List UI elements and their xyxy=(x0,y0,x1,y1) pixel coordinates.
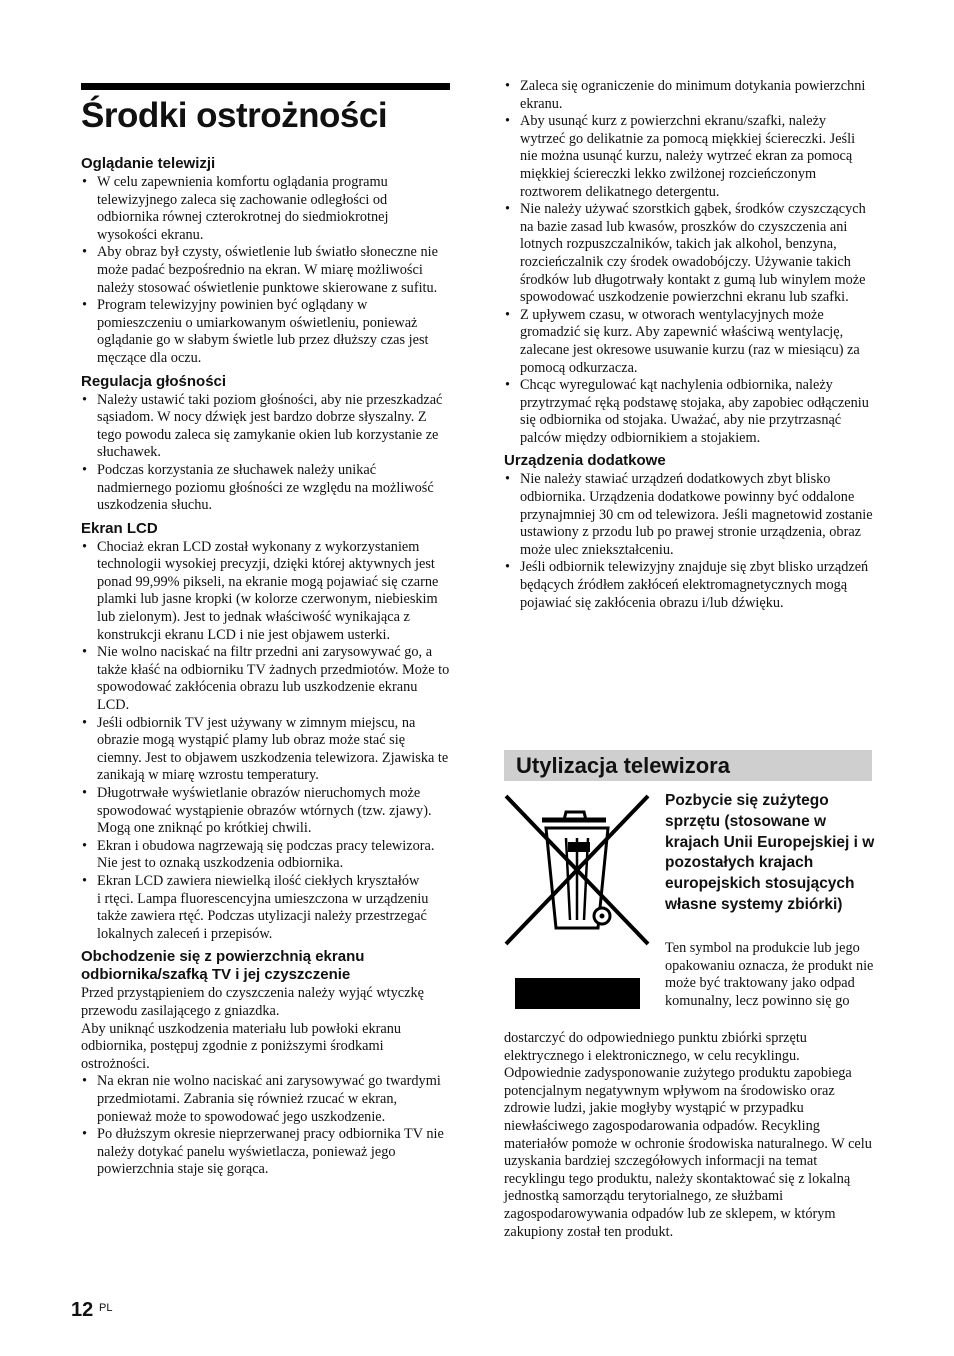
section-volume xyxy=(81,373,451,515)
bullet-list xyxy=(504,78,874,447)
left-column xyxy=(81,155,451,1179)
section-heading: Regulacja głośności xyxy=(81,372,227,390)
list-item: • W celu zapewnienia komfortu oglądania programu telewizyjnego zaleca się zachowanie odległości od odbiornika równej czterokrotnej do siedmiokrotnej wysokości ekranu. xyxy=(81,174,451,244)
section-title: Utylizacja telewizora xyxy=(516,753,730,778)
disposal-intro: Ten symbol na produkcie lub jego opakowaniu oznacza, że produkt nie może być traktowany jako odpad komunalny, lecz powinno się go xyxy=(665,940,874,1009)
symbol-bar xyxy=(515,978,640,1009)
section-cleaning xyxy=(81,948,451,1179)
list-item: • Długotrwałe wyświetlanie obrazów nieruchomych może spowodować wystąpienie obrazów wtórnych (tzw. zjawy). Mogą one zniknąć po krótkiej chwili. xyxy=(81,785,451,838)
section-accessories xyxy=(504,452,874,612)
list-item: • Nie należy stawiać urządzeń dodatkowych zbyt blisko odbiornika. Urządzenia dodatkowe powinny być oddalone przynajmniej 30 cm od telewizora. Jeśli magnetowid zostanie ustawiony z przodu lub po prawej stronie urządzenia, obraz może ulec zniekształceniu. xyxy=(504,471,874,559)
bullet-list xyxy=(81,392,451,515)
right-column xyxy=(504,78,874,612)
section-title-band xyxy=(504,750,872,781)
list-item: • Z upływem czasu, w otworach wentylacyjnych może gromadzić się kurz. Aby zapewnić właściwą wentylację, zalecane jest okresowe usuwanie kurzu (raz w miesiącu) za pomocą odkurzacza. xyxy=(504,307,874,377)
list-item: • Ekran i obudowa nagrzewają się podczas pracy telewizora. Nie jest to oznaką uszkodzenia odbiornika. xyxy=(81,838,451,873)
list-item: • Aby usunąć kurz z powierzchni ekranu/szafki, należy wytrzeć go delikatnie za pomocą miękkiej ściereczki. Jeśli nie można usunąć kurzu, należy wytrzeć ekran za pomocą miękkiej ściereczki lekko zwilżonej rozcieńczonym roztworem delikatnego detergentu. xyxy=(504,113,874,201)
list-item: • Jeśli odbiornik telewizyjny znajduje się zbyt blisko urządzeń będących źródłem zakłóceń elektromagnetycznych mogą pojawiać się zakłócenia obrazu i/lub dźwięku. xyxy=(504,559,874,612)
disposal-text: dostarczyć do odpowiedniego punktu zbiórki sprzętu elektrycznego i elektronicznego, w celu recyklingu. Odpowiednie zadysponowanie zużytego produktu zapobiega potencjalnym negatywnym wpływom na środowisko oraz zdrowie ludzi, jakie mogłyby wystąpić w przypadku niewłaściwego zagospodarowania odpadów. Recykling materiałów pomoże w ochronie środowiska naturalnego. W celu uzyskania bardziej szczegółowych informacji na temat recyklingu tego produktu, należy skontaktować się z lokalną jednostką samorządu terytorialnego, ze służbami zagospodarowywania odpadów lub ze sklepem, w którym zakupiony został ten produkt. xyxy=(504,1030,872,1240)
section-heading: Oglądanie telewizji xyxy=(81,155,216,172)
list-item: • Nie należy używać szorstkich gąbek, środków czyszczących na bazie zasad lub kwasów, proszków do czyszczenia ani lotnych rozpuszczalników, takich jak alkohol, benzyna, rozcieńczalnik czy środek owadobójczy. Używanie takich środków lub długotrwały kontakt z gumą lub winylem może spowodować uszkodzenie powierzchni ekranu lub szafki. xyxy=(504,201,874,307)
list-item: • Chcąc wyregulować kąt nachylenia odbiornika, należy przytrzymać ręką podstawę stojaka, aby zapobiec odłączeniu się odbiornika od stojaka. Uważać, aby nie przytrzasnąć palców między odbiornikiem a stojakiem. xyxy=(504,377,874,447)
page-title: Środki ostrożności xyxy=(81,96,388,135)
list-item: • Ekran LCD zawiera niewielką ilość ciekłych kryształów i rtęci. Lampa fluorescencyjna umieszczona w urządzeniu także zawiera rtęć. Podczas utylizacji należy przestrzegać lokalnych zaleceń i przepisów. xyxy=(81,873,451,943)
list-item: • Chociaż ekran LCD został wykonany z wykorzystaniem technologii wysokiej precyzji, dzięki której aktywnych jest ponad 99,99% pikseli, na ekranie mogą pojawiać się czarne plamki lub jasne kropki (w kolorze czerwonym, niebieskim lub zielonym). Jest to jednak właściwość wynikająca z konstrukcji ekranu LCD i nie jest objawem usterki. xyxy=(81,539,451,645)
list-item: • Jeśli odbiornik TV jest używany w zimnym miejscu, na obrazie mogą wystąpić plamy lub obraz może stać się ciemny. Jest to objawem uszkodzenia telewizora. Zjawiska te zanikają w miarę wzrostu temperatury. xyxy=(81,715,451,785)
list-item: • Program telewizyjny powinien być oglądany w pomieszczeniu o umiarkowanym oświetleniu, ponieważ oglądanie go w słabym świetle lub przez dłuższy czas jest męczące dla oczu. xyxy=(81,297,451,367)
paragraph: Aby uniknąć uszkodzenia materiału lub powłoki ekranu odbiornika, postępuj zgodnie z poniższymi środkami ostrożności. xyxy=(81,1020,401,1072)
paragraph: Przed przystąpieniem do czyszczenia należy wyjąć wtyczkę przewodu zasilającego z gniazdka. xyxy=(81,985,424,1019)
crossed-out-wheelie-bin-icon xyxy=(504,792,650,948)
title-rule xyxy=(81,83,450,90)
list-item: • Zaleca się ograniczenie do minimum dotykania powierzchni ekranu. xyxy=(504,78,874,113)
disposal-heading: Pozbycie się zużytego sprzętu (stosowane w krajach Unii Europejskiej i w pozostałych krajach europejskich stosujących własne systemy zbiórki) xyxy=(665,792,875,913)
list-item: • Należy ustawić taki poziom głośności, aby nie przeszkadzać sąsiadom. W nocy dźwięk jest bardzo dobrze słyszalny. Z tego powodu zaleca się zamykanie okien lub korzystanie ze słuchawek. xyxy=(81,392,451,462)
list-item: • Aby obraz był czysty, oświetlenie lub światło słoneczne nie może padać bezpośrednio na ekran. W miarę możliwości należy stosować oświetlenie punktowe skierowane z sufitu. xyxy=(81,244,451,297)
bullet-list xyxy=(504,471,874,612)
section-heading: Ekran LCD xyxy=(81,519,158,537)
list-item: • Na ekran nie wolno naciskać ani zarysowywać go twardymi przedmiotami. Zabrania się również rzucać w ekran, ponieważ może to spowodować jego uszkodzenie. xyxy=(81,1073,451,1126)
page-number: 12 xyxy=(71,1299,94,1321)
section-viewing xyxy=(81,155,451,368)
section-heading: Urządzenia dodatkowe xyxy=(504,452,666,470)
list-item: • Po dłuższym okresie nieprzerwanej pracy odbiornika TV nie należy dotykać panelu wyświetlacza, ponieważ jego powierzchnia staje się gorąca. xyxy=(81,1126,451,1179)
bullet-list xyxy=(81,1073,451,1179)
bullet-list xyxy=(81,174,451,368)
page-language: PL xyxy=(99,1302,113,1314)
section-lcd xyxy=(81,520,451,944)
list-item: • Podczas korzystania ze słuchawek należy unikać nadmiernego poziomu głośności ze względu na możliwość uszkodzenia słuchu. xyxy=(81,462,451,515)
bullet-list xyxy=(81,539,451,944)
section-heading: Obchodzenie się z powierzchnią ekranu odbiornika/szafką TV i jej czyszczenie xyxy=(81,948,365,984)
list-item: • Nie wolno naciskać na filtr przedni ani zarysowywać go, a także kłaść na odbiorniku TV żadnych przedmiotów. Może to spowodować zakłócenia obrazu lub uszkodzenie ekranu LCD. xyxy=(81,644,451,714)
